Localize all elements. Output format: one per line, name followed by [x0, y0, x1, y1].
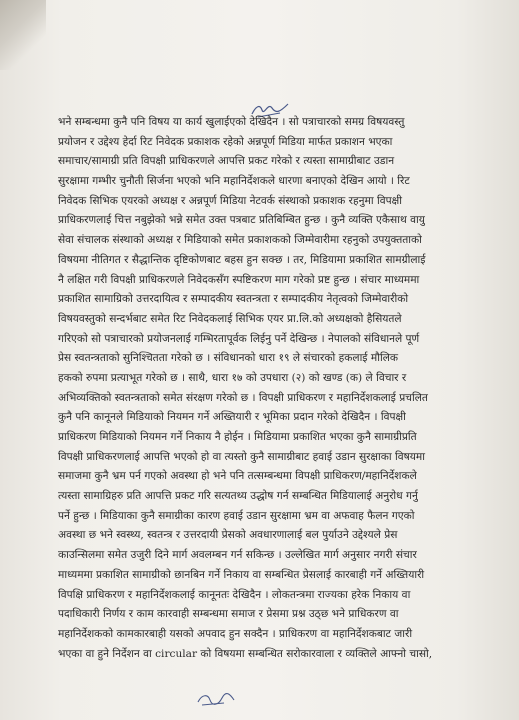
- text-line: समाजमा कुनै भ्रम पर्न गएको अवस्था हो भने पनि तत्सम्बन्धमा विपक्षी प्राधिकरण/महानिर्देशकले: [58, 470, 417, 483]
- text-line: त्यस्ता सामाग्रिहरु प्रति आपत्ति प्रकट गरि सत्यतथ्य उद्धोष गर्न सम्बन्धित मिडियालाई अनुरोध गर्नु: [58, 490, 418, 503]
- text-line: विपक्षी प्राधिकरणलाई आपत्ति भएको हो वा त्यस्तो कुनै सामाग्रीबाट हवाई उडान सुरक्षाका विषयमा: [58, 450, 426, 463]
- text-line: प्रेस स्वतन्त्रताको सुनिश्चितता गरेको छ । संविधानको धारा १९ ले संचारको हकलाई मौलिक: [58, 352, 399, 365]
- text-line: भने सम्बन्धमा कुनै पनि विषय या कार्य खुलाईएको देखिदैन । सो पत्राचारको समग्र विषयवस्तु: [58, 116, 405, 128]
- handwritten-signature-bottom: [196, 690, 236, 710]
- text-line: महानिर्देशकको कामकारबाही यसको अपवाद हुन सक्दैन । प्राधिकरण वा महानिर्देशकबाट जारी: [58, 627, 413, 640]
- document-body: [58, 113, 500, 664]
- text-line: प्रकाशित सामाग्रिको उत्तरदायित्व र सम्पादकीय स्वतन्त्रता र सम्पादकीय नेतृत्वको जिम्मेवारीको: [58, 293, 409, 306]
- text-line: विषयवस्तुको सन्दर्भबाट समेत रिट निवेदकलाई सिभिक एयर प्रा.लि.को अध्यक्षको हैसियतले: [58, 312, 402, 325]
- text-line: निवेदक सिभिक एयरको अध्यक्ष र अन्नपूर्ण मिडिया नेटवर्क संस्थाको प्रकाशक रहनुमा विपक्षी: [58, 194, 402, 207]
- text-line: कुनै पनि कानूनले मिडियाको नियमन गर्ने अख्तियारी र भूमिका प्रदान गरेको देखिदैन । विपक्षी: [58, 411, 406, 424]
- text-line: हकको रुपमा प्रत्याभूत गरेको छ । साथै, धारा १७ को उपधारा (२) को खण्ड (क) ले विचार र: [58, 371, 407, 384]
- text-line: गरिएको सो पत्राचारको प्रयोजनलाई गम्भिरतापूर्वक लिईनु पर्ने देखिन्छ । नेपालको संविधानले पूर्ण: [58, 332, 420, 345]
- text-line: माध्यममा प्रकाशित सामाग्रीको छानबिन गर्ने निकाय वा सम्बन्धित प्रेसलाई कारबाही गर्ने अख्तियारी: [58, 568, 425, 581]
- text-line: विषयमा नीतिगत र सैद्धान्तिक दृष्टिकोणबाट बहस हुन सक्छ । तर, मिडियामा प्रकाशित सामग्रीलाई: [58, 253, 426, 266]
- text-line: विपक्षि प्राधिकरण र महानिर्देशकलाई कानूनतः देखिदैन । लोकतन्त्रमा राज्यका हरेक निकाय वा: [58, 588, 411, 601]
- text-line: पदाधिकारी निर्णय र काम कारवाही सम्बन्धमा समाज र प्रेसमा प्रश्न उठ्छ भने प्राधिकरण वा: [58, 608, 399, 621]
- text-line: काउन्सिलमा समेत उजुरी दिने मार्ग अवलम्बन गर्न सकिन्छ । उल्लेखित मार्ग अनुसार नगरी संचार: [58, 549, 417, 562]
- text-line: सेवा संचालक संस्थाको अध्यक्ष र मिडियाको समेत प्रकाशकको जिम्मेवारीमा रहनुको उपयुक्तताको: [58, 234, 422, 247]
- text-line: अवस्था छ भने स्वस्थ्य, स्वतन्त्र र उत्तरदायी प्रेसको अवधारणालाई बल पुर्याउने उद्देश्यले प्रेस: [58, 529, 398, 542]
- text-line: सुरक्षामा गम्भीर चुनौती सिर्जना भएको भनि महानिर्देशकले धारणा बनाएको देखिन आयो । रिट: [58, 175, 410, 188]
- page-corner-shadow: [0, 0, 46, 70]
- text-line: समाचार/सामाग्री प्रति विपक्षी प्राधिकरणले आपत्ति प्रकट गरेको र त्यस्ता सामाग्रीबाट उडान: [58, 155, 395, 168]
- text-line: भएका वा हुने निर्देशन वा circular को विषयमा सम्बन्धित सरोकारवाला र व्यक्तिले आफ्नो चासो,: [58, 647, 433, 660]
- text-line: पर्ने हुन्छ । मिडियाका कुनै समाग्रीका कारण हवाई उडान सुरक्षामा भ्रम वा अफवाह फैलन गएको: [58, 509, 415, 522]
- text-line: प्राधिकरणलाई चित्त नबुझेको भन्ने समेत उक्त पत्रबाट प्रतिबिम्बित हुन्छ । कुनै व्यक्ति एकैसाथ वायु: [58, 214, 425, 227]
- text-line: प्रयोजन र उद्देश्य हेर्दा रिट निवेदक प्रकाशक रहेको अन्नपूर्ण मिडिया मार्फत प्रकाशन भएका: [58, 135, 393, 148]
- text-line: अभिव्यक्तिको स्वतन्त्रताको समेत संरक्षण गरेको छ । विपक्षी प्राधिकरण र महानिर्देशकलाई प्रचलित: [58, 391, 428, 404]
- text-line: नै लक्षित गरी विपक्षी प्राधिकरणले निवेदकसँग स्पष्टिकरण माग गरेको प्रष्ट हुन्छ । संचार माध्यममा: [58, 273, 420, 286]
- text-line: प्राधिकरण मिडियाको नियमन गर्ने निकाय नै होईन । मिडियामा प्रकाशित भएका कुनै सामाग्रीप्रति: [58, 431, 417, 443]
